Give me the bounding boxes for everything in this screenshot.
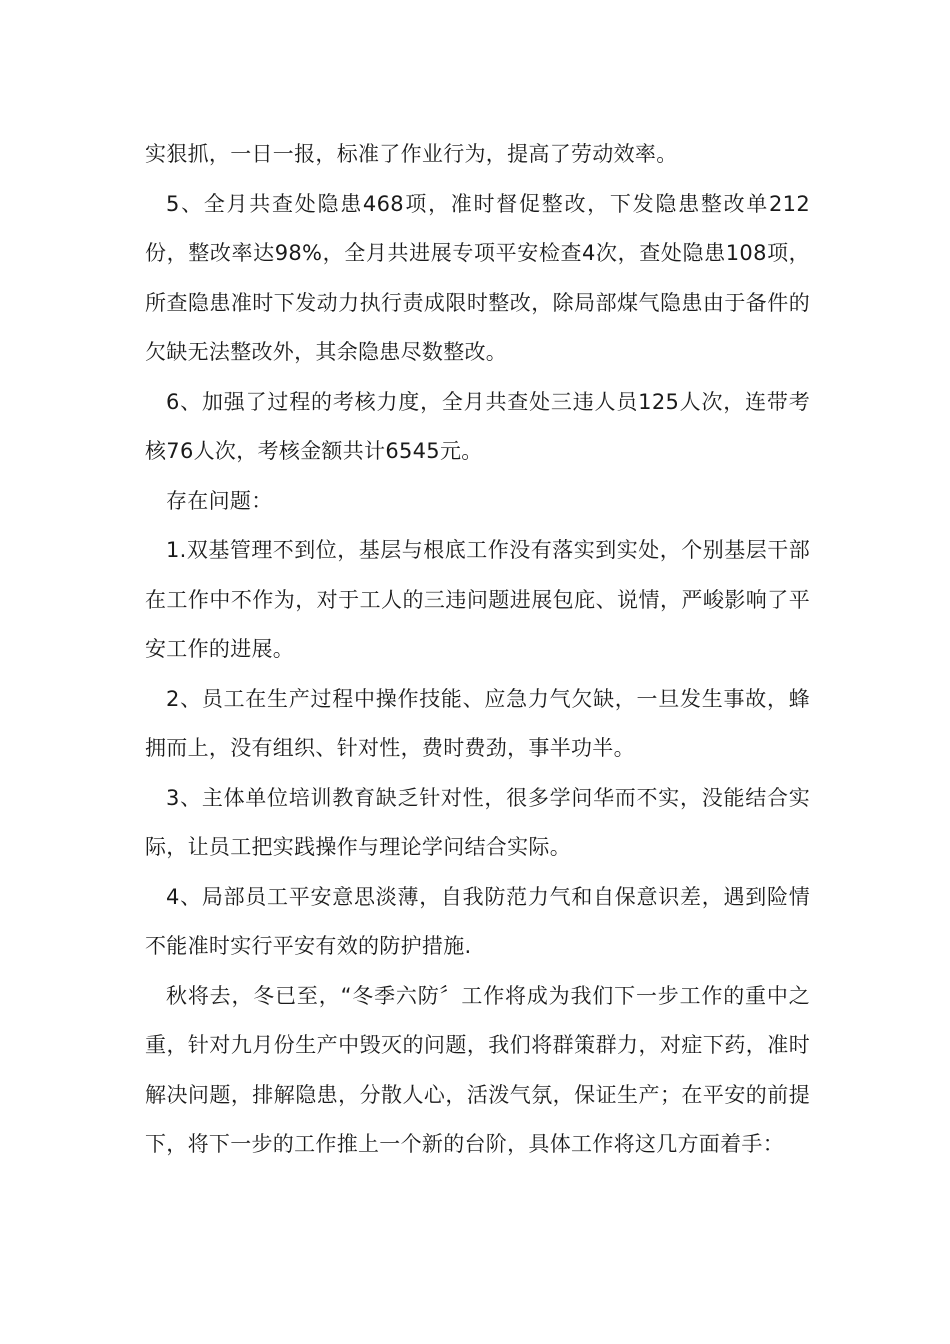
paragraph-problems-heading: 存在问题： bbox=[166, 488, 273, 513]
paragraph-item-5: 5、全月共查处隐患468项，准时督促整改，下发隐患整改单212份，整改率达98%，全月共进展专项平安检查4次，查处隐患108项，所查隐患准时下发动力执行责成限时整改，除局部煤气隐患由于备件的欠缺无法整改外，其余隐患尽数整改。 bbox=[145, 191, 810, 364]
paragraph-problem-1: 1.双基管理不到位，基层与根底工作没有落实到实处，个别基层干部在工作中不作为，对于工人的三违问题进展包庇、说情，严峻影响了平安工作的进展。 bbox=[145, 538, 810, 661]
document-body bbox=[145, 130, 810, 1170]
paragraph-outlook: 秋将去，冬已至，“冬季六防〞工作将成为我们下一步工作的重中之重，针对九月份生产中毁灭的问题，我们将群策群力，对症下药，准时解决问题，排解隐患，分散人心，活泼气氛，保证生产；在平安的前提下，将下一步的工作推上一个新的台阶，具体工作将这几方面着手： bbox=[145, 983, 810, 1156]
paragraph-problem-3: 3、主体单位培训教育缺乏针对性，很多学问华而不实，没能结合实际，让员工把实践操作与理论学问结合实际。 bbox=[145, 785, 810, 859]
paragraph-problem-2: 2、员工在生产过程中操作技能、应急力气欠缺，一旦发生事故，蜂拥而上，没有组织、针对性，费时费劲，事半功半。 bbox=[145, 686, 810, 760]
paragraph-problem-4: 4、局部员工平安意思淡薄，自我防范力气和自保意识差，遇到险情不能准时实行平安有效的防护措施. bbox=[145, 884, 810, 958]
paragraph-continuation: 实狠抓，一日一报，标准了作业行为，提高了劳动效率。 bbox=[145, 142, 678, 166]
paragraph-item-6: 6、加强了过程的考核力度，全月共查处三违人员125人次，连带考核76人次，考核金额共计6545元。 bbox=[145, 389, 810, 463]
